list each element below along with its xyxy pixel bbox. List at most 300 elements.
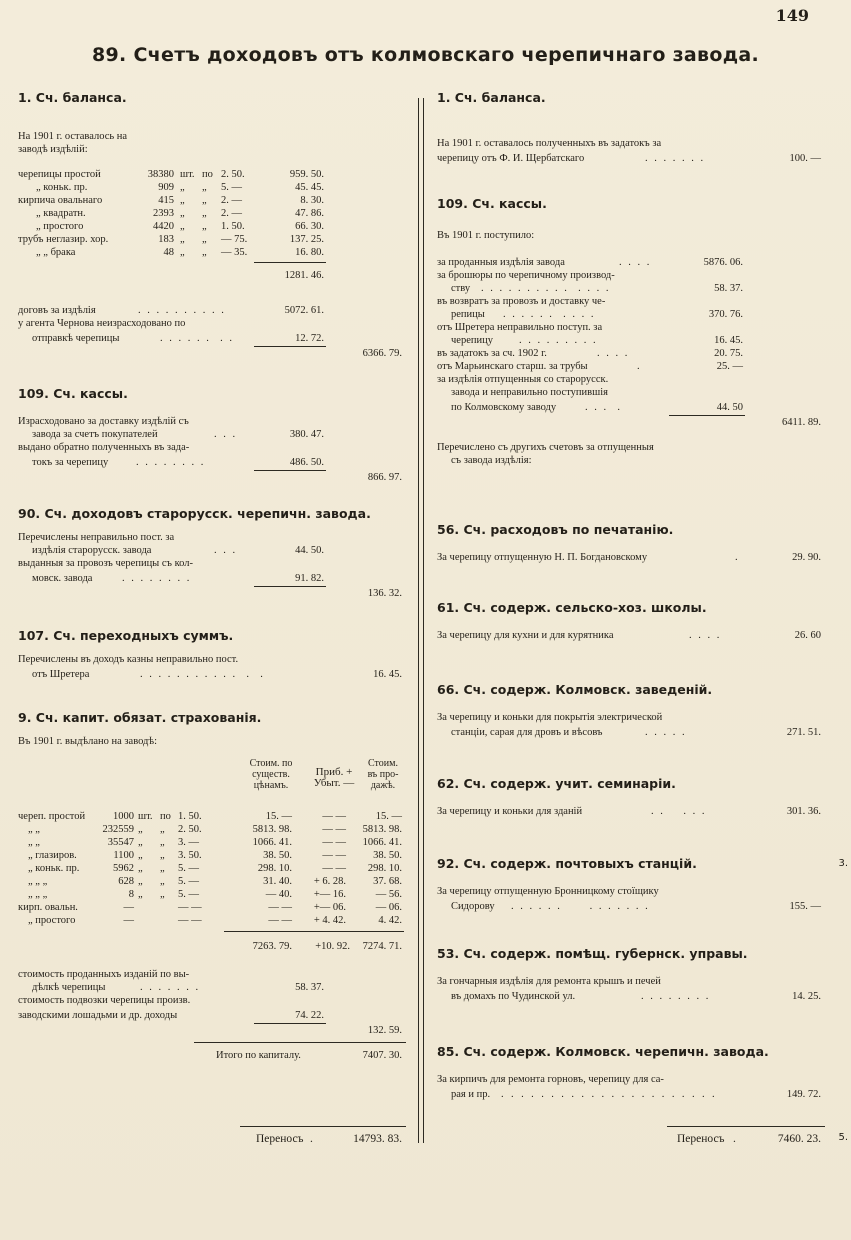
table-row xyxy=(18,901,408,914)
row-unit: „ xyxy=(180,247,185,258)
capital-total-label: Итого по капиталу. xyxy=(216,1050,301,1061)
table-row: За черепицу для кухни и для курятника . . . . 26. 60 xyxy=(437,630,821,641)
row-cost: — — xyxy=(268,902,292,913)
row-sale: 4. 42. xyxy=(378,915,402,926)
table-row: ству . . . . . . . . . . . . . . 58. 37. xyxy=(451,283,743,294)
row-label: На 1901 г. оставалось полученныхъ въ задатокъ за xyxy=(437,138,662,149)
section-starorussk xyxy=(18,506,408,600)
text-line xyxy=(437,441,827,454)
row-label: Перечислены въ доходъ казны неправильно пост. xyxy=(18,654,239,665)
page-title: 89. Счетъ доходовъ отъ колмовскаго черепичнаго завода. xyxy=(91,44,760,66)
row-label: черепицу отъ Ф. И. Щербатскаго xyxy=(437,153,585,164)
row-price: — 35. xyxy=(221,247,248,258)
row-profit: + 6. 28. xyxy=(313,876,346,887)
section-total: 301. 36. xyxy=(786,806,821,817)
row-qty: — xyxy=(123,915,134,926)
section-heading: 92. Сч. содерж. почтовыхъ станцій. xyxy=(437,856,697,871)
row-profit: +— 06. xyxy=(313,902,346,913)
carry-total: 14793. 83. xyxy=(353,1133,402,1145)
table-row: за проданныя издѣлія завода . . . . 5876. 06. xyxy=(437,257,743,268)
table-row: отъ Марьинскаго старш. за трубы . 25. — xyxy=(437,361,743,372)
row-cost: 38. 50. xyxy=(263,850,292,861)
table-row: станціи, сарая для дровъ и вѣсовъ . . . . . 271. 51. xyxy=(451,727,821,738)
row-sum: 8. 30. xyxy=(300,195,324,206)
table-row xyxy=(18,849,408,862)
row-label: отправкѣ черепицы xyxy=(32,333,120,344)
text-line xyxy=(18,531,408,544)
note-line: Перечислено съ другихъ счетовъ за отпущенныя xyxy=(437,442,654,453)
row-label: Перечислены неправильно пост. за xyxy=(18,532,175,543)
row-cost: — — xyxy=(268,915,292,926)
row-pre: „ xyxy=(160,850,165,861)
row-sale: 38. 50. xyxy=(373,850,402,861)
row-label: За гончарныя издѣлія для ремонта крышъ и печей xyxy=(437,976,661,987)
row-qty: 232559 xyxy=(102,824,134,835)
row-label: черепицы простой xyxy=(18,169,101,180)
balance-other xyxy=(18,304,408,360)
row-label: „ глазиров. xyxy=(28,850,77,861)
row-sum: 47. 86. xyxy=(295,208,324,219)
section-heading: 1. Сч. баланса. xyxy=(18,90,127,105)
row-profit: — — xyxy=(322,811,346,822)
row-unit: „ xyxy=(180,234,185,245)
section-total: 29. 90. xyxy=(792,552,821,563)
row-label: договъ за издѣлія xyxy=(18,305,96,316)
row-label: „ коньк. пр. xyxy=(28,863,80,874)
row-unit: „ xyxy=(180,195,185,206)
row-sale: — 56. xyxy=(375,889,402,900)
row-cost: 298. 10. xyxy=(257,863,292,874)
page-number: 149 xyxy=(775,6,809,25)
carry-over-left xyxy=(18,1126,408,1148)
row-label: отъ Марьинскаго старш. за трубы xyxy=(437,361,588,372)
row-label: кирпича овальнаго xyxy=(18,195,103,206)
divider xyxy=(194,1042,406,1043)
row-qty: 2393 xyxy=(153,208,174,219)
row-pre: „ xyxy=(202,208,207,219)
subtotal-value: 1281. 46. xyxy=(284,270,324,281)
row-label: За черепицу и коньки для зданій xyxy=(437,806,583,817)
total-row xyxy=(18,587,408,600)
row-label: Израсходовано за доставку издѣлій съ xyxy=(18,416,189,427)
row-pre: „ xyxy=(160,837,165,848)
row-label: дѣлкѣ черепицы xyxy=(32,982,106,993)
note-line: съ завода издѣлія: xyxy=(451,455,532,466)
row-pre: „ xyxy=(160,876,165,887)
row-qty: 5962 xyxy=(113,863,134,874)
row-sum: 44. 50. xyxy=(295,545,324,556)
row-price: 2. — xyxy=(221,208,242,219)
table-row: договъ за издѣлія . . . . . . . . . . 5072. 61. xyxy=(18,305,324,316)
text-line xyxy=(18,557,408,570)
row-label: За кирпичъ для ремонта горновъ, черепицу для са- xyxy=(437,1074,664,1085)
row-label: за издѣлія отпущенныя со старорусск. xyxy=(437,374,609,385)
row-sum: 137. 25. xyxy=(289,234,324,245)
row-unit: „ xyxy=(138,863,143,874)
row-unit: шт. xyxy=(180,169,195,180)
row-sale: 298. 10. xyxy=(367,863,402,874)
section-school xyxy=(437,600,827,642)
table-row xyxy=(18,168,408,181)
table-row: въ домахъ по Чудинской ул. . . . . . . . . 14. 25. xyxy=(451,991,821,1002)
text-line xyxy=(437,321,827,334)
section-total: 16. 45. xyxy=(373,669,402,680)
table-row: мовск. завода . . . . . . . . 91. 82. xyxy=(32,573,324,584)
row-unit: „ xyxy=(138,889,143,900)
row-label: токъ за черепицу xyxy=(32,457,109,468)
table-row xyxy=(18,233,408,246)
subtotal-row xyxy=(18,269,408,282)
row-sale: 15. — xyxy=(375,811,402,822)
text-line xyxy=(18,994,408,1007)
col-header-cost: Стоим. по существ. цѣнамъ. xyxy=(249,758,293,791)
column-divider xyxy=(423,98,424,1143)
row-price: 2. 50. xyxy=(221,169,245,180)
row-sum: 58. 37. xyxy=(714,283,743,294)
section-cash-left xyxy=(18,386,408,484)
row-label: выданныя за провозъ черепицы съ кол- xyxy=(18,558,193,569)
divider xyxy=(254,262,326,263)
row-profit: — — xyxy=(322,824,346,835)
row-profit: — — xyxy=(322,850,346,861)
row-qty: 1100 xyxy=(113,850,134,861)
row-qty: 1000 xyxy=(113,811,134,822)
section-insurance xyxy=(18,710,408,748)
carry-label: Переносъ xyxy=(677,1133,725,1145)
row-price: 5. — xyxy=(221,182,242,193)
table-row xyxy=(18,317,408,330)
section-total: 100. — xyxy=(789,153,821,164)
sum-cost: 7263. 79. xyxy=(252,941,292,952)
section-heading: 109. Сч. кассы. xyxy=(437,196,547,211)
row-pre: по xyxy=(202,169,213,180)
sum-row xyxy=(18,940,408,953)
table-row: дѣлкѣ черепицы . . . . . . . 58. 37. xyxy=(32,982,324,993)
row-sum: 45. 45. xyxy=(295,182,324,193)
section-balance-right xyxy=(437,90,827,165)
row-label: трубъ неглазир. хор. xyxy=(18,234,109,245)
row-sum: 44. 50 xyxy=(716,402,743,413)
text-line xyxy=(437,711,827,724)
capital-total-row xyxy=(18,1049,408,1062)
row-sum: 16. 45. xyxy=(714,335,743,346)
table-row: черепицу отъ Ф. И. Щербатскаго . . . . . . . 100. — xyxy=(437,153,821,164)
section-total: 6411. 89. xyxy=(782,417,821,428)
carry-row: Переносъ . 7460. 23. xyxy=(677,1133,821,1145)
row-sum: 12. 72. xyxy=(295,333,324,344)
col-header-profit: Приб. + Убыт. — xyxy=(313,766,355,789)
section-total: 149. 72. xyxy=(786,1089,821,1100)
row-price: 1. 50. xyxy=(221,221,245,232)
row-label: „ „ „ xyxy=(28,876,48,887)
table-row: репицы . . . . . . . . . . 370. 76. xyxy=(451,309,743,320)
sum-sale: 7274. 71. xyxy=(362,941,402,952)
row-label: „ коньк. пр. xyxy=(36,182,88,193)
section-total: 136. 32. xyxy=(367,588,402,599)
row-label: по Колмовскому заводу xyxy=(451,402,557,413)
row-label: въ задатокъ за сч. 1902 г. xyxy=(437,348,547,359)
section-balance-left xyxy=(18,90,408,105)
row-label: стоимость подвозки черепицы произв. xyxy=(18,995,191,1006)
text-line xyxy=(437,1073,827,1086)
row-label: завода и неправильно поступившія xyxy=(451,387,608,398)
row-label: „ „ xyxy=(28,837,40,848)
table-row: въ задатокъ за сч. 1902 г. . . . . 20. 75. xyxy=(437,348,743,359)
row-qty: 38380 xyxy=(147,169,174,180)
row-label: „ простого xyxy=(28,915,76,926)
row-price: 2. 50. xyxy=(178,824,202,835)
divider xyxy=(240,1126,406,1127)
row-cost: 1066. 41. xyxy=(252,837,292,848)
row-price: 5. — xyxy=(178,863,199,874)
row-label: „ „ xyxy=(28,824,40,835)
section-heading: 56. Сч. расходовъ по печатанію. xyxy=(437,522,674,537)
row-sum: 370. 76. xyxy=(708,309,743,320)
row-label: завода за счетъ покупателей xyxy=(32,429,158,440)
section-heading: 9. Сч. капит. обязат. страхованія. xyxy=(18,710,262,725)
section-total: 14. 25. xyxy=(792,991,821,1002)
table-row xyxy=(18,836,408,849)
section-heading: 62. Сч. содерж. учит. семинаріи. xyxy=(437,776,676,791)
text-line xyxy=(18,968,408,981)
row-label: рая и пр. xyxy=(451,1089,491,1100)
intro-line: На 1901 г. оставалось на xyxy=(18,131,128,142)
section-heading: 1. Сч. баланса. xyxy=(437,90,546,105)
insurance-other xyxy=(18,968,408,1062)
table-row: токъ за черепицу . . . . . . . . 486. 50. xyxy=(32,457,324,468)
table-row xyxy=(18,181,408,194)
section-heading: 61. Сч. содерж. сельско-хоз. школы. xyxy=(437,600,707,615)
insurance-table xyxy=(18,810,408,953)
row-unit: „ xyxy=(138,876,143,887)
section-heading: 66. Сч. содерж. Колмовск. заведеній. xyxy=(437,682,713,697)
row-sale: 5813. 98. xyxy=(362,824,402,835)
row-sum: 16. 80. xyxy=(295,247,324,258)
row-label: черепицу xyxy=(451,335,493,346)
row-sum: 58. 37. xyxy=(295,982,324,993)
row-label: „ простого xyxy=(36,221,84,232)
row-qty: 4420 xyxy=(153,221,174,232)
sum-profit: +10. 92. xyxy=(315,941,350,952)
section-total: 26. 60 xyxy=(794,630,821,641)
capital-total: 7407. 30. xyxy=(362,1050,402,1061)
row-pre: „ xyxy=(202,234,207,245)
row-label: ству xyxy=(451,283,471,294)
text-line xyxy=(437,137,827,150)
row-label: отъ Шретера неправильно поступ. за xyxy=(437,322,603,333)
row-qty: 183 xyxy=(158,234,174,245)
text-line xyxy=(437,373,827,386)
text-line xyxy=(437,885,827,898)
row-qty: 8 xyxy=(128,889,134,900)
row-cost: 5813. 98. xyxy=(252,824,292,835)
row-pre: „ xyxy=(160,824,165,835)
table-row: отправкѣ черепицы . . . . . . . . 12. 72. xyxy=(32,333,324,344)
row-unit: „ xyxy=(138,824,143,835)
row-label: За черепицу отпущенную Бронницкому стоїщику xyxy=(437,886,659,897)
row-price: 5. — xyxy=(178,889,199,900)
row-sale: 37. 68. xyxy=(373,876,402,887)
col-header-sale: Стоим. въ про- дажѣ. xyxy=(367,758,399,791)
row-label: „ „ брака xyxy=(36,247,76,258)
row-price: 3. — xyxy=(178,837,199,848)
row-qty: 628 xyxy=(118,876,134,887)
row-qty: 909 xyxy=(158,182,174,193)
carry-over-right xyxy=(437,1126,827,1148)
row-price: 2. — xyxy=(221,195,242,206)
text-line xyxy=(18,415,408,428)
row-unit: шт. xyxy=(138,811,153,822)
section-total: 155. — xyxy=(789,901,821,912)
row-label: издѣлія старорусск. завода xyxy=(32,545,152,556)
table-row: по Колмовскому заводу . . . . 44. 50 xyxy=(451,402,743,413)
row-unit: „ xyxy=(180,221,185,232)
row-qty: — xyxy=(123,902,134,913)
table-row xyxy=(18,810,408,823)
row-unit: „ xyxy=(138,850,143,861)
table-row: Сидорову . . . . . . . . . . . . . 155. — xyxy=(451,901,821,912)
intro-line: заводѣ издѣлій: xyxy=(18,144,88,155)
section-transit xyxy=(18,628,408,681)
row-label: въ домахъ по Чудинской ул. xyxy=(451,991,576,1002)
row-sum: 380. 47. xyxy=(289,429,324,440)
text-line xyxy=(437,975,827,988)
row-sum: 959. 50. xyxy=(289,169,324,180)
table-row: издѣлія старорусск. завода . . . 44. 50. xyxy=(32,545,324,556)
row-label: За черепицу для кухни и для курятника xyxy=(437,630,614,641)
table-row xyxy=(18,246,408,259)
row-price: — — xyxy=(178,915,202,926)
row-unit: „ xyxy=(138,837,143,848)
row-pre: „ xyxy=(160,863,165,874)
carry-label: Переносъ xyxy=(256,1133,304,1145)
row-qty: 35547 xyxy=(107,837,134,848)
section-total: 132. 59. xyxy=(367,1025,402,1036)
row-label: отъ Шретера xyxy=(32,669,90,680)
divider xyxy=(224,931,404,932)
section-cash-right xyxy=(437,196,827,467)
row-profit: +— 16. xyxy=(313,889,346,900)
row-price: 1. 50. xyxy=(178,811,202,822)
row-sum: 20. 75. xyxy=(714,348,743,359)
row-sale: — 06. xyxy=(375,902,402,913)
text-line xyxy=(437,454,827,467)
section-total: 866. 97. xyxy=(367,472,402,483)
section-heading: 85. Сч. содерж. Колмовск. черепичн. завода. xyxy=(437,1044,769,1059)
row-label: „ квадратн. xyxy=(36,208,86,219)
total-row xyxy=(18,347,408,360)
row-label: въ возвратъ за провозъ и доставку че- xyxy=(437,296,606,307)
balance-table xyxy=(18,168,408,259)
text-line xyxy=(437,295,827,308)
row-label: за брошюры по черепичному производ- xyxy=(437,270,615,281)
section-heading: 107. Сч. переходныхъ суммъ. xyxy=(18,628,234,643)
row-qty: 415 xyxy=(158,195,174,206)
row-qty: 48 xyxy=(163,247,174,258)
total-row xyxy=(18,1024,408,1037)
insurance-table-header xyxy=(18,758,408,806)
table-row xyxy=(18,220,408,233)
row-label: заводскими лошадьми и др. доходы xyxy=(18,1010,178,1021)
table-row: За черепицу и коньки для зданій . . . . . 301. 36. xyxy=(437,806,821,817)
row-label: выдано обратно полученныхъ въ зада- xyxy=(18,442,190,453)
row-cost: 15. — xyxy=(265,811,292,822)
row-label: мовск. завода xyxy=(32,573,93,584)
table-row: За черепицу отпущенную Н. П. Богдановскому . 29. 90. xyxy=(437,552,821,563)
table-row: отъ Шретера . . . . . . . . . . . . . 16. 45. xyxy=(32,669,402,680)
row-price: 3. 50. xyxy=(178,850,202,861)
row-cost: — 40. xyxy=(265,889,292,900)
total-row xyxy=(437,416,827,429)
section-gubernia xyxy=(437,946,827,1003)
text-line xyxy=(18,653,408,666)
text-line xyxy=(18,735,408,748)
row-sum: 5072. 61. xyxy=(284,305,324,316)
row-label: у агента Чернова неизрасходовано по xyxy=(18,318,186,329)
table-row xyxy=(18,862,408,875)
table-row: черепицу . . . . . . . . . 16. 45. xyxy=(451,335,743,346)
row-profit: — — xyxy=(322,837,346,848)
edge-mark: 3. xyxy=(838,858,848,869)
balance-intro xyxy=(18,130,408,156)
row-price: — — xyxy=(178,902,202,913)
intro-line: Въ 1901 г. поступило: xyxy=(437,230,535,241)
table-row xyxy=(18,823,408,836)
row-sum: 486. 50. xyxy=(289,457,324,468)
carry-row: Переносъ . 14793. 83. xyxy=(256,1133,402,1145)
row-label: „ „ „ xyxy=(28,889,48,900)
text-line xyxy=(18,441,408,454)
row-cost: 31. 40. xyxy=(263,876,292,887)
row-sale: 1066. 41. xyxy=(362,837,402,848)
section-printing xyxy=(437,522,827,564)
row-sum: 5876. 06. xyxy=(703,257,743,268)
text-line xyxy=(437,229,827,242)
row-profit: — — xyxy=(322,863,346,874)
row-pre: по xyxy=(160,811,171,822)
row-price: — 75. xyxy=(221,234,248,245)
table-row xyxy=(18,888,408,901)
row-pre: „ xyxy=(202,247,207,258)
row-unit: „ xyxy=(180,208,185,219)
divider xyxy=(667,1126,825,1127)
row-pre: „ xyxy=(202,221,207,232)
row-label: репицы xyxy=(451,309,485,320)
row-label: кирп. овальн. xyxy=(18,902,78,913)
carry-total: 7460. 23. xyxy=(777,1133,821,1145)
section-heading: 53. Сч. содерж. помѣщ. губернск. управы. xyxy=(437,946,748,961)
section-heading: 90. Сч. доходовъ старорусск. черепичн. завода. xyxy=(18,506,371,521)
table-row: завода за счетъ покупателей . . . 380. 47. xyxy=(32,429,324,440)
row-label: За черепицу и коньки для покрытія электрической xyxy=(437,712,663,723)
row-label: стоимость проданныхъ изданій по вы- xyxy=(18,969,190,980)
row-label: За черепицу отпущенную Н. П. Богдановскому xyxy=(437,552,648,563)
column-divider xyxy=(418,98,419,1143)
row-label: за проданныя издѣлія завода xyxy=(437,257,565,268)
table-row xyxy=(18,1009,408,1022)
balance-subtotal xyxy=(18,262,408,282)
section-total: 271. 51. xyxy=(786,727,821,738)
row-pre: „ xyxy=(160,889,165,900)
row-unit: „ xyxy=(180,182,185,193)
row-label: станціи, сарая для дровъ и вѣсовъ xyxy=(451,727,603,738)
edge-mark: 5. xyxy=(838,1132,848,1143)
row-label: череп. простой xyxy=(18,811,86,822)
intro-line: Въ 1901 г. выдѣлано на заводѣ: xyxy=(18,736,158,747)
section-seminary xyxy=(437,776,827,818)
table-row xyxy=(18,875,408,888)
row-price: 5. — xyxy=(178,876,199,887)
